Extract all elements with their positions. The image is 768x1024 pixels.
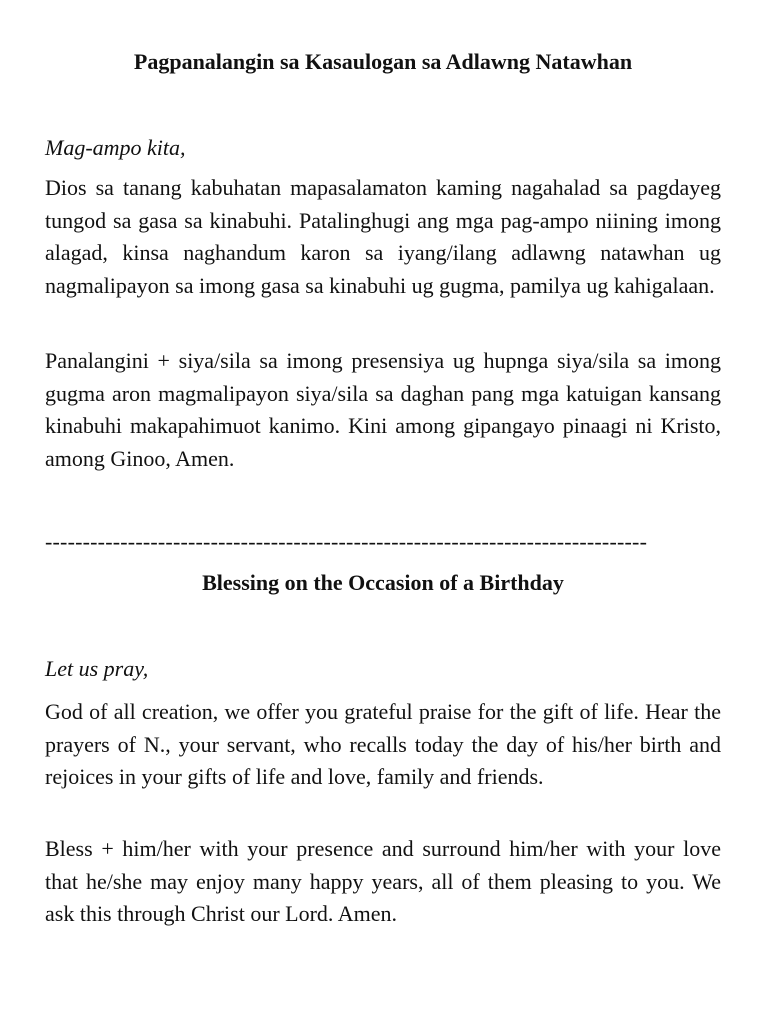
visayan-title: Pagpanalangin sa Kasaulogan sa Adlawng Natawhan	[133, 49, 633, 74]
english-paragraph-1: God of all creation, we offer you grateful praise for the gift of life. Hear the prayers of N., your servant, who recalls today the day of his/her birth and rejoices in your gifts of life and love, family and friends.	[45, 699, 721, 789]
visayan-paragraph-2: Panalangini + siya/sila sa imong presensiya ug hupnga siya/sila sa imong gugma aron magmalipayon siya/sila sa daghan pang mga katuigan kansang kinabuhi makapahimuot kanimo. Kini among gipangayo pinaagi ni Kristo, among Ginoo, Amen.	[45, 348, 721, 471]
english-title: Blessing on the Occasion of a Birthday	[202, 570, 564, 595]
english-paragraph-2: Bless + him/her with your presence and surround him/her with your love that he/she may enjoy many happy years, all of them pleasing to you. We ask this through Christ our Lord. Amen.	[45, 836, 721, 926]
visayan-invocation: Mag-ampo kita,	[45, 135, 186, 160]
section-divider: --------------------------------------------------------------------------------	[45, 529, 648, 554]
visayan-paragraph-1: Dios sa tanang kabuhatan mapasalamaton kaming nagahalad sa pagdayeg tungod sa gasa sa kinabuhi. Patalinghugi ang mga pag-ampo niining imong alagad, kinsa naghandum karon sa iyang/ilang adlawng natawhan ug nagmalipayon sa imong gasa sa kinabuhi ug gugma, pamilya ug kahigalaan.	[45, 175, 721, 298]
english-invocation: Let us pray,	[45, 656, 149, 681]
